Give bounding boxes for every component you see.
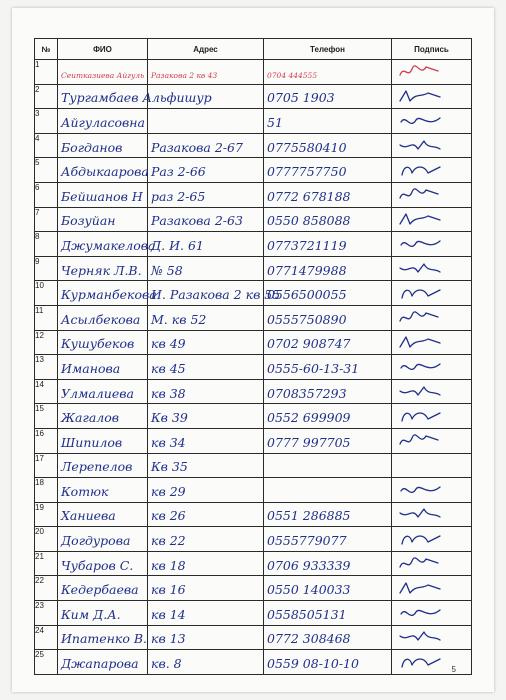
row-phone: 0558505131 <box>267 606 347 622</box>
row-number: 8 <box>35 232 40 242</box>
row-phone: 0552 699909 <box>267 410 351 426</box>
row-number-cell <box>35 551 58 576</box>
row-number: 16 <box>35 428 44 438</box>
row-signature-cell <box>392 355 472 380</box>
row-address-cell <box>148 355 264 380</box>
row-address: № 58 <box>151 262 183 278</box>
row-phone-cell <box>264 60 392 85</box>
row-number-cell <box>35 232 58 257</box>
row-address-cell <box>148 404 264 429</box>
row-number-cell <box>35 576 58 601</box>
header-address: Адрес <box>148 39 264 60</box>
row-phone-cell <box>264 650 392 675</box>
row-name-cell <box>58 207 148 232</box>
row-phone-cell <box>264 355 392 380</box>
handwritten-signature <box>398 579 442 597</box>
row-phone-cell <box>264 502 392 527</box>
row-phone-cell <box>264 182 392 207</box>
row-address-cell <box>148 133 264 158</box>
row-address <box>148 115 151 130</box>
row-address: кв 13 <box>151 631 186 647</box>
row-name-cell <box>58 133 148 158</box>
row-address: Кв 35 <box>151 459 188 475</box>
table-row <box>35 502 472 527</box>
row-signature-cell <box>392 527 472 552</box>
row-name: Кушубеков <box>61 336 135 352</box>
row-name-cell <box>58 109 148 134</box>
row-address-cell <box>148 576 264 601</box>
header-phone: Телефон <box>264 39 392 60</box>
row-phone <box>264 484 267 499</box>
row-name: Сеитказиева Айгуль <box>61 70 145 80</box>
row-signature-cell <box>392 232 472 257</box>
handwritten-signature <box>398 555 442 573</box>
row-address-cell <box>148 551 264 576</box>
row-address: И. Разакова 2 кв 55 <box>151 287 281 303</box>
row-address: кв 38 <box>151 385 186 401</box>
row-address <box>148 90 151 105</box>
row-signature-cell <box>392 158 472 183</box>
row-name-cell <box>58 650 148 675</box>
row-phone-cell <box>264 232 392 257</box>
row-phone-cell <box>264 133 392 158</box>
row-name-cell <box>58 404 148 429</box>
row-phone-cell <box>264 404 392 429</box>
row-phone-cell <box>264 207 392 232</box>
row-phone-cell <box>264 330 392 355</box>
row-number: 1 <box>35 60 40 69</box>
row-phone-cell <box>264 625 392 650</box>
handwritten-signature <box>398 604 442 622</box>
row-number: 21 <box>35 551 44 561</box>
row-phone: 0777757750 <box>267 164 347 180</box>
table-row <box>35 330 472 355</box>
handwritten-signature <box>398 235 442 253</box>
row-phone: 0704 444555 <box>267 70 318 80</box>
row-name-cell <box>58 428 148 453</box>
row-address: Кв 39 <box>151 410 188 426</box>
row-name: Ким Д.А. <box>61 606 121 622</box>
row-signature-cell <box>392 428 472 453</box>
row-signature-cell <box>392 453 472 478</box>
table-row <box>35 478 472 503</box>
row-phone-cell <box>264 428 392 453</box>
handwritten-signature <box>398 186 442 204</box>
row-phone-cell <box>264 281 392 306</box>
row-number-cell <box>35 84 58 109</box>
row-signature-cell <box>392 330 472 355</box>
row-name-cell <box>58 453 148 478</box>
row-address: кв 45 <box>151 360 186 376</box>
row-number-cell <box>35 650 58 675</box>
row-signature-cell <box>392 207 472 232</box>
row-signature-cell <box>392 109 472 134</box>
row-name-cell <box>58 256 148 281</box>
row-name: Кедербаева <box>61 582 139 598</box>
row-name-cell <box>58 158 148 183</box>
row-name: Бозуйан <box>61 213 116 229</box>
row-phone: 0556500055 <box>267 287 347 303</box>
row-number-cell <box>35 453 58 478</box>
handwritten-signature <box>398 407 442 425</box>
row-name: Асылбекова <box>61 311 141 327</box>
row-phone-cell <box>264 478 392 503</box>
row-phone: 0772 678188 <box>267 188 351 204</box>
row-number-cell <box>35 404 58 429</box>
header-name: ФИО <box>58 39 148 60</box>
row-number: 23 <box>35 601 44 611</box>
table-row <box>35 305 472 330</box>
table-row <box>35 281 472 306</box>
table-row <box>35 650 472 675</box>
handwritten-signature <box>398 383 442 401</box>
row-address-cell <box>148 330 264 355</box>
row-phone-cell <box>264 453 392 478</box>
table-row <box>35 601 472 626</box>
row-number: 11 <box>35 305 44 315</box>
handwritten-signature <box>398 210 442 228</box>
row-number-cell <box>35 281 58 306</box>
row-name: Бейшанов Н <box>61 188 143 204</box>
row-name: Шипилов <box>61 434 123 450</box>
row-number: 10 <box>35 281 44 291</box>
row-address: кв 16 <box>151 582 186 598</box>
row-signature-cell <box>392 650 472 675</box>
row-address-cell <box>148 109 264 134</box>
row-name-cell <box>58 551 148 576</box>
row-name: Джумакелова <box>61 237 156 253</box>
row-number: 19 <box>35 502 44 512</box>
handwritten-signature <box>398 284 442 302</box>
row-address: кв 22 <box>151 533 186 549</box>
row-number: 5 <box>35 158 40 168</box>
row-phone-cell <box>264 379 392 404</box>
row-address: кв 14 <box>151 606 186 622</box>
row-address: кв 18 <box>151 557 186 573</box>
row-phone <box>264 459 267 474</box>
row-address-cell <box>148 256 264 281</box>
row-name-cell <box>58 355 148 380</box>
row-signature-cell <box>392 379 472 404</box>
row-name-cell <box>58 281 157 306</box>
header-num: № <box>35 39 58 60</box>
row-signature-cell <box>392 281 472 306</box>
table-row <box>35 109 472 134</box>
row-name-cell <box>58 305 148 330</box>
row-address-cell <box>148 281 281 306</box>
row-address-cell <box>148 158 264 183</box>
row-phone: 0551 286885 <box>267 508 351 524</box>
table-row <box>35 207 472 232</box>
table-row <box>35 576 472 601</box>
table-row <box>35 256 472 281</box>
row-address: М. кв 52 <box>151 311 207 327</box>
row-number-cell <box>35 60 58 85</box>
row-name: Чубаров С. <box>61 557 134 573</box>
row-number-cell <box>35 355 58 380</box>
row-number: 17 <box>35 453 44 463</box>
row-name-cell <box>58 330 148 355</box>
row-address-cell <box>148 601 264 626</box>
row-phone-cell <box>264 158 392 183</box>
row-name: Ханиева <box>61 508 116 524</box>
table-row <box>35 527 472 552</box>
row-number: 18 <box>35 478 44 488</box>
row-number: 12 <box>35 330 44 340</box>
row-name-cell <box>58 502 148 527</box>
row-name-cell <box>58 84 212 109</box>
row-phone: 0777 997705 <box>267 434 351 450</box>
row-name-cell <box>58 478 148 503</box>
handwritten-signature <box>398 63 442 81</box>
row-name: Улмалиева <box>61 385 134 401</box>
row-signature-cell <box>392 305 472 330</box>
row-signature-cell <box>392 625 472 650</box>
row-signature-cell <box>392 84 472 109</box>
row-signature-cell <box>392 133 472 158</box>
table-header-row <box>35 39 472 60</box>
row-signature-cell <box>392 551 472 576</box>
row-number: 14 <box>35 379 44 389</box>
handwritten-signature <box>398 505 442 523</box>
row-number-cell <box>35 527 58 552</box>
row-number-cell <box>35 478 58 503</box>
row-number: 22 <box>35 576 44 586</box>
header-signature: Подпись <box>392 39 472 60</box>
table-row <box>35 158 472 183</box>
row-phone-cell <box>264 551 392 576</box>
row-address: Разакова 2 кв 43 <box>151 70 218 80</box>
row-address-cell <box>148 182 264 207</box>
row-signature-cell <box>392 478 472 503</box>
row-phone: 0550 140033 <box>267 582 351 598</box>
table-row <box>35 551 472 576</box>
row-number-cell <box>35 601 58 626</box>
row-number: 2 <box>35 84 40 94</box>
row-name: Тургамбаев Альфишур <box>61 90 212 106</box>
row-address-cell <box>148 625 264 650</box>
row-address: кв. 8 <box>151 656 182 672</box>
table-row <box>35 84 472 109</box>
page-number: 5 <box>451 665 456 674</box>
row-address-cell <box>148 502 264 527</box>
row-signature-cell <box>392 502 472 527</box>
table-row <box>35 60 472 85</box>
row-phone: 0550 858088 <box>267 213 351 229</box>
table-row <box>35 379 472 404</box>
handwritten-signature <box>398 260 442 278</box>
handwritten-signature <box>398 653 442 671</box>
row-name-cell <box>58 625 148 650</box>
table-row <box>35 232 472 257</box>
row-phone-cell <box>264 109 392 134</box>
handwritten-signature <box>398 481 442 499</box>
row-phone: 0559 08-10-10 <box>267 656 359 672</box>
row-name: Лерепелов <box>61 459 133 475</box>
table-row <box>35 428 472 453</box>
table-row <box>35 355 472 380</box>
row-number: 15 <box>35 404 44 414</box>
row-number: 20 <box>35 527 44 537</box>
row-number-cell <box>35 256 58 281</box>
handwritten-signature <box>398 432 442 450</box>
row-number: 4 <box>35 133 40 143</box>
row-address-cell <box>148 453 264 478</box>
row-name: Черняк Л.В. <box>61 262 142 278</box>
row-name: Абдыкаарова <box>61 164 149 180</box>
row-number-cell <box>35 158 58 183</box>
handwritten-signature <box>398 333 442 351</box>
row-name-cell <box>58 232 156 257</box>
row-number-cell <box>35 133 58 158</box>
row-number-cell <box>35 330 58 355</box>
handwritten-signature <box>398 137 442 155</box>
row-number-cell <box>35 182 58 207</box>
row-name: Джапарова <box>61 656 139 672</box>
row-name-cell <box>58 527 148 552</box>
handwritten-signature <box>398 309 442 327</box>
row-address: Раз 2-66 <box>151 164 206 180</box>
row-address-cell <box>148 232 264 257</box>
row-phone-cell <box>264 256 392 281</box>
row-name: Иманова <box>61 360 121 376</box>
row-address-cell <box>148 428 264 453</box>
table-row <box>35 625 472 650</box>
row-address-cell <box>148 207 264 232</box>
row-number: 9 <box>35 256 40 266</box>
row-address: Разакова 2-63 <box>151 213 243 229</box>
handwritten-signature <box>398 358 442 376</box>
handwritten-signature <box>398 530 442 548</box>
row-phone: 0708357293 <box>267 385 347 401</box>
row-signature-cell <box>392 60 472 85</box>
row-phone: 0555-60-13-31 <box>267 360 360 376</box>
row-signature-cell <box>392 576 472 601</box>
row-phone: 0773721119 <box>267 237 347 253</box>
row-signature-cell <box>392 404 472 429</box>
row-address-cell <box>148 60 264 85</box>
row-name-cell <box>58 379 148 404</box>
row-phone: 0702 908747 <box>267 336 351 352</box>
handwritten-signature <box>398 161 442 179</box>
row-phone: 0705 1903 <box>267 90 335 106</box>
row-phone-cell <box>264 601 392 626</box>
row-number: 13 <box>35 355 44 365</box>
row-phone-cell <box>264 84 392 109</box>
row-address-cell <box>148 650 264 675</box>
row-number-cell <box>35 502 58 527</box>
row-phone: 0555750890 <box>267 311 347 327</box>
row-number: 6 <box>35 182 40 192</box>
document-page <box>12 8 494 692</box>
row-name: Богданов <box>61 139 123 155</box>
row-address: кв 29 <box>151 483 186 499</box>
row-name-cell <box>58 60 148 85</box>
row-address-cell <box>148 478 264 503</box>
signature-table <box>34 38 472 675</box>
row-phone: 0775580410 <box>267 139 347 155</box>
row-name-cell <box>58 182 148 207</box>
row-name: Ипатенко В. <box>61 631 148 647</box>
table-row <box>35 404 472 429</box>
row-name-cell <box>58 601 148 626</box>
row-name: Котюк <box>61 483 109 499</box>
row-number: 24 <box>35 625 44 635</box>
row-address: кв 34 <box>151 434 186 450</box>
handwritten-signature <box>398 112 442 130</box>
row-phone: 51 <box>267 114 283 130</box>
row-address: раз 2-65 <box>151 188 206 204</box>
row-address: Д. И. 61 <box>151 237 204 253</box>
row-name: Курманбекова <box>61 287 157 303</box>
row-phone: 0555779077 <box>267 533 347 549</box>
handwritten-signature <box>398 628 442 646</box>
row-signature-cell <box>392 182 472 207</box>
row-address-cell <box>148 379 264 404</box>
row-number: 7 <box>35 207 40 217</box>
table-row <box>35 133 472 158</box>
table-row <box>35 182 472 207</box>
row-address-cell <box>148 527 264 552</box>
row-signature-cell <box>392 256 472 281</box>
row-name: Жагалов <box>61 410 120 426</box>
row-phone-cell <box>264 576 392 601</box>
handwritten-signature <box>398 87 442 105</box>
row-number-cell <box>35 109 58 134</box>
row-address-cell <box>148 305 264 330</box>
row-phone: 0706 933339 <box>267 557 351 573</box>
row-phone: 0772 308468 <box>267 631 351 647</box>
row-name: Догдурова <box>61 533 131 549</box>
row-number-cell <box>35 625 58 650</box>
row-phone-cell <box>264 305 392 330</box>
row-phone: 0771479988 <box>267 262 347 278</box>
row-phone-cell <box>264 527 392 552</box>
row-name-cell <box>58 576 148 601</box>
row-number-cell <box>35 379 58 404</box>
row-address: Разакова 2-67 <box>151 139 243 155</box>
row-signature-cell <box>392 601 472 626</box>
row-name: Айгуласовна <box>61 114 145 130</box>
table-row <box>35 453 472 478</box>
row-address: кв 49 <box>151 336 186 352</box>
row-number-cell <box>35 428 58 453</box>
row-address: кв 26 <box>151 508 186 524</box>
row-number-cell <box>35 207 58 232</box>
row-number: 25 <box>35 650 44 660</box>
row-number-cell <box>35 305 58 330</box>
row-number: 3 <box>35 109 40 119</box>
